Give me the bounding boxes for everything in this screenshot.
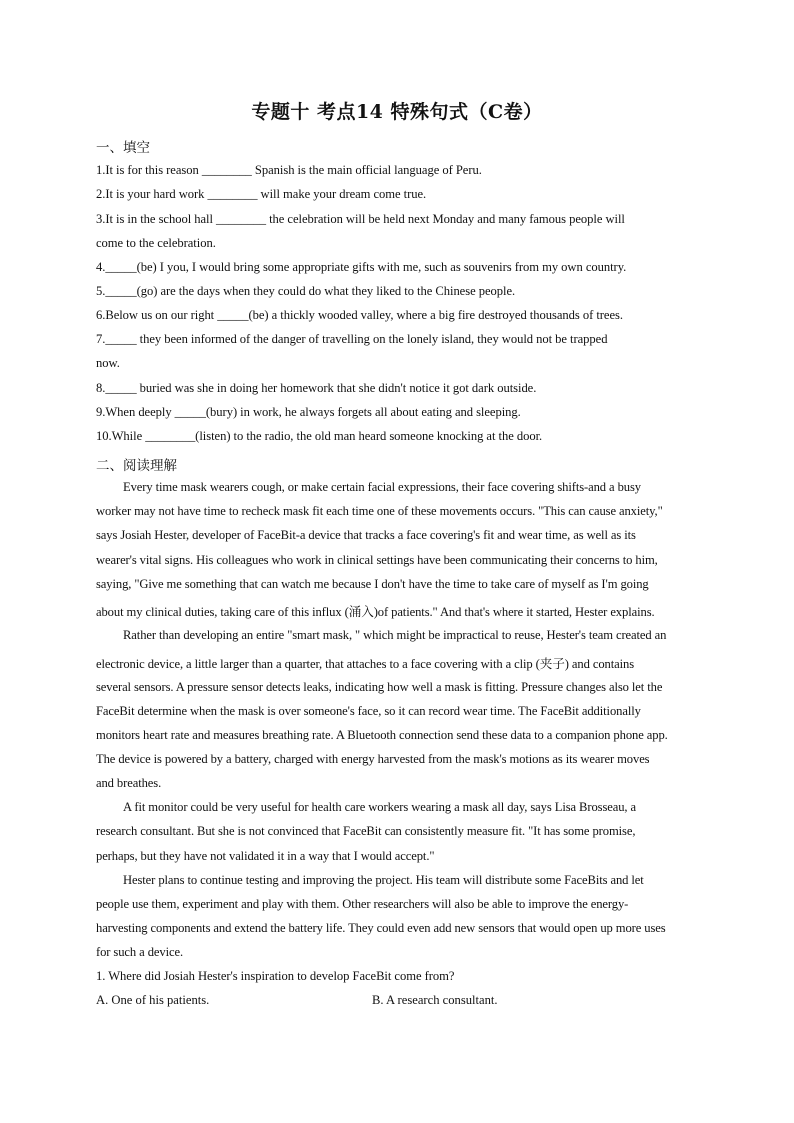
answer-option-a: A. One of his patients. [96,993,210,1007]
passage-line: for such a device. [96,945,184,959]
passage-line: about my clinical duties, taking care of this influx (涌入)of patients." And that's where it started, Hester explains. [96,605,655,619]
passage-line: The device is powered by a battery, charged with energy harvested from the mask's motions as its wearer moves [96,752,650,766]
section-heading-reading: 二、阅读理解 [96,458,177,474]
passage-line: wearer's vital signs. His colleagues who work in clinical settings have been communicating their concerns to him, [96,553,658,567]
passage-line: says Josiah Hester, developer of FaceBit-a device that tracks a face covering's fit and wear time, as well as its [96,528,636,542]
exercise-line: 4._____(be) I you, I would bring some appropriate gifts with me, such as souvenirs from my own country. [96,260,627,274]
answer-option-b: B. A research consultant. [372,993,498,1007]
passage-line: Hester plans to continue testing and improving the project. His team will distribute some FaceBits and let [123,873,644,887]
passage-line: harvesting components and extend the battery life. They could even add new sensors that would open up more uses [96,921,666,935]
exercise-line: 3.It is in the school hall ________ the celebration will be held next Monday and many famous people will [96,212,625,226]
passage-line: Rather than developing an entire "smart mask, " which might be impractical to reuse, Hester's team created an [123,628,667,642]
section-heading-fill-blank: 一、填空 [96,140,150,156]
passage-line: people use them, experiment and play with them. Other researchers will also be able to improve the energy- [96,897,629,911]
passage-line: perhaps, but they have not validated it in a way that I would accept." [96,849,435,863]
passage-line: worker may not have time to recheck mask fit each time one of these movements occurs. "This can cause anxiety," [96,504,663,518]
passage-line: and breathes. [96,776,162,790]
passage-line: saying, "Give me something that can watch me because I don't have the time to take care of myself as I'm going [96,577,649,591]
passage-line: monitors heart rate and measures breathing rate. A Bluetooth connection send these data to a companion phone app. [96,728,668,742]
exercise-line: 7._____ they been informed of the danger of travelling on the lonely island, they would not be trapped [96,332,608,346]
passage-line: several sensors. A pressure sensor detects leaks, indicating how well a mask is fitting. Pressure changes also let the [96,680,663,694]
exercise-line: come to the celebration. [96,236,216,250]
passage-line: research consultant. But she is not convinced that FaceBit can consistently measure fit. "It has some promise, [96,824,636,838]
exercise-line: 2.It is your hard work ________ will make your dream come true. [96,187,427,201]
exercise-line: now. [96,356,120,370]
exercise-line: 8._____ buried was she in doing her homework that she didn't notice it got dark outside. [96,381,537,395]
passage-line: A fit monitor could be very useful for health care workers wearing a mask all day, says Lisa Brosseau, a [123,800,637,814]
passage-line: Every time mask wearers cough, or make certain facial expressions, their face covering shifts-and a busy [123,480,641,494]
exercise-line: 6.Below us on our right _____(be) a thickly wooded valley, where a big fire destroyed thousands of trees. [96,308,623,322]
passage-line: FaceBit determine when the mask is over someone's face, so it can record wear time. The FaceBit additionally [96,704,641,718]
passage-line: electronic device, a little larger than a quarter, that attaches to a face covering with a clip (夹子) and contains [96,657,634,671]
question-text: 1. Where did Josiah Hester's inspiration to develop FaceBit come from? [96,969,455,983]
page-title: 专题十 考点14 特殊句式（C卷） [251,101,543,123]
exercise-line: 10.While ________(listen) to the radio, the old man heard someone knocking at the door. [96,429,543,443]
exercise-line: 9.When deeply _____(bury) in work, he always forgets all about eating and sleeping. [96,405,521,419]
exercise-line: 1.It is for this reason ________ Spanish is the main official language of Peru. [96,163,482,177]
exercise-line: 5._____(go) are the days when they could do what they liked to the Chinese people. [96,284,516,298]
